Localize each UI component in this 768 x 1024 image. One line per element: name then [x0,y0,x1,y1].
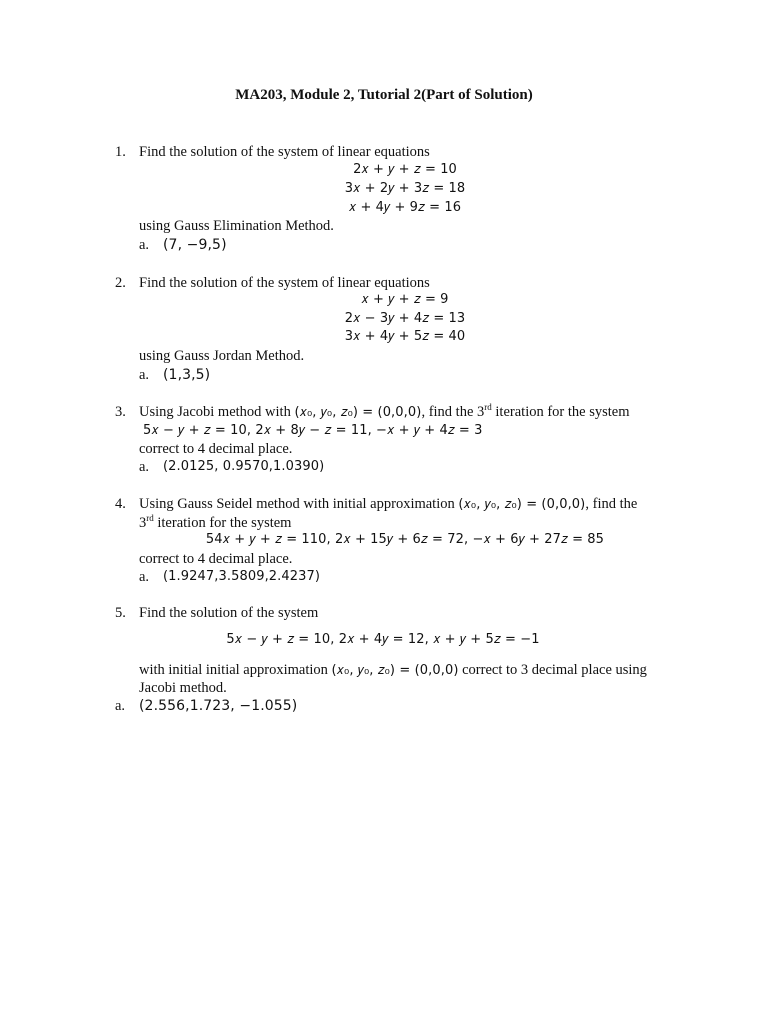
question-3-number: 3. [115,404,126,420]
question-4-line2-post: iteration for the system [153,515,292,531]
question-2-prompt: Find the solution of the system of linear equations [139,275,430,291]
question-1-number: 1. [115,144,126,160]
question-4-prompt-pre: Using Gauss Seidel method with initial approximation [139,496,459,512]
question-5-with-post: correct to 3 decimal place using [458,662,647,678]
question-1-method: using Gauss Elimination Method. [139,218,334,234]
question-5-system: 5𝑥 − 𝑦 + 𝑧 = 10, 2𝑥 + 4𝑦 = 12, 𝑥 + 𝑦 + 5𝑧 = −1 [226,632,540,647]
question-2-answer-label: a. [139,367,150,383]
question-3-prompt-post: iteration for the system [491,404,630,420]
question-4-superscript: rd [146,513,154,524]
question-4-answer: (1.9247,3.5809,2.4237) [163,569,321,584]
question-4-precision: correct to 4 decimal place. [139,551,293,567]
question-2-method: using Gauss Jordan Method. [139,348,305,364]
question-5-prompt: Find the solution of the system [139,605,319,621]
question-1-equation-1: 2𝑥 + 𝑦 + 𝑧 = 10 [353,162,457,177]
question-5-with-line [139,661,647,680]
page-title: MA203, Module 2, Tutorial 2(Part of Solution) [235,87,533,103]
question-2-equation-3: 3𝑥 + 4𝑦 + 5𝑧 = 40 [344,329,466,344]
question-3-system: 5𝑥 − 𝑦 + 𝑧 = 10, 2𝑥 + 8𝑦 − 𝑧 = 11, −𝑥 + 𝑦 + 4𝑧 = 3 [143,423,483,438]
question-3-initial-values: (𝑥₀, 𝑦₀, 𝑧₀) = (0,0,0) [294,405,422,420]
question-4-answer-label: a. [139,569,150,585]
question-5-with-pre: with initial initial approximation [139,662,332,678]
question-5-answer: (2.556,1.723, −1.055) [139,698,298,714]
question-4-initial-values: (𝑥₀, 𝑦₀, 𝑧₀) = (0,0,0) [458,497,586,512]
question-1-equation-2: 3𝑥 + 2𝑦 + 3𝑧 = 18 [344,181,466,196]
question-3-superscript: rd [484,402,492,413]
question-4-prompt-post: , find the [585,496,638,512]
question-3-prompt-line [139,403,630,422]
question-5-number: 5. [115,605,126,621]
question-5-answer-label: a. [115,698,126,714]
question-3-prompt-pre: Using Jacobi method with [139,404,295,420]
question-4-line2-pre: 3 [139,515,147,531]
question-3-precision: correct to 4 decimal place. [139,441,293,457]
question-5-initial-values: (𝑥₀, 𝑦₀, 𝑧₀) = (0,0,0) [331,663,459,678]
question-1-prompt: Find the solution of the system of linear equations [139,144,430,160]
question-5-method: Jacobi method. [139,680,227,696]
question-1-answer: (7, −9,5) [163,237,227,253]
question-4-number: 4. [115,496,126,512]
question-1-answer-label: a. [139,237,150,253]
question-3-answer-label: a. [139,459,150,475]
question-2-number: 2. [115,275,126,291]
question-2-equation-2: 2𝑥 − 3𝑦 + 4𝑧 = 13 [344,311,466,326]
question-4-prompt-line-2 [139,514,291,532]
question-2-answer: (1,3,5) [163,367,211,383]
question-2-equation-1: 𝑥 + 𝑦 + 𝑧 = 9 [361,292,449,307]
question-1-equation-3: 𝑥 + 4𝑦 + 9𝑧 = 16 [348,200,462,215]
question-4-prompt-line [139,495,637,514]
question-3-answer: (2.0125, 0.9570,1.0390) [163,459,325,474]
question-3-prompt-mid: , find the 3 [421,404,485,420]
question-4-system: 54𝑥 + 𝑦 + 𝑧 = 110, 2𝑥 + 15𝑦 + 6𝑧 = 72, −𝑥 + 6𝑦 + 27𝑧 = 85 [205,532,605,547]
